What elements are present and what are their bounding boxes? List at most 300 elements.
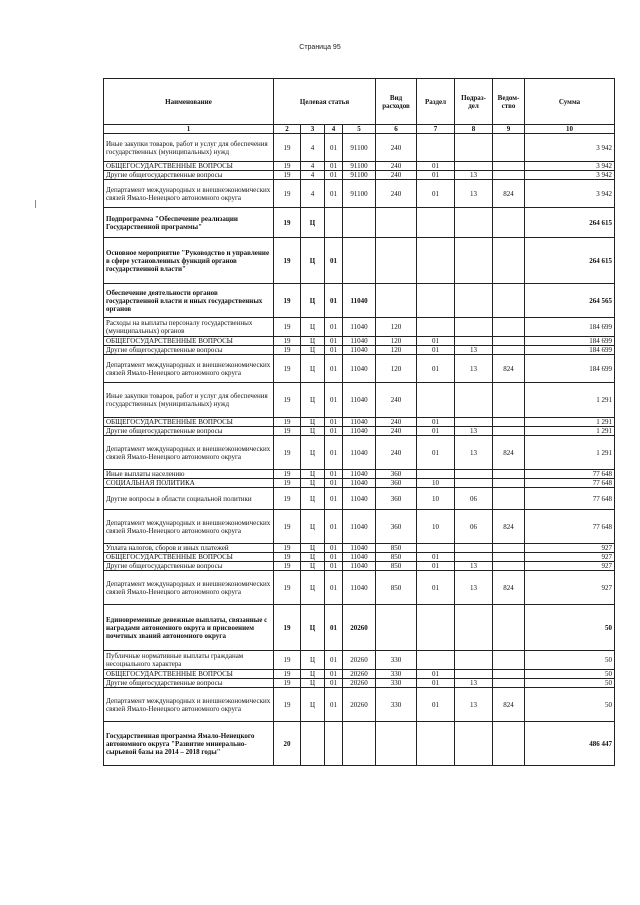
target-event-cell: 01 xyxy=(325,134,343,162)
target-event-cell: 01 xyxy=(325,571,343,605)
section-cell xyxy=(417,134,455,162)
department-cell xyxy=(493,238,525,284)
target-subprogram-cell: Ц xyxy=(301,238,325,284)
column-number: 2 xyxy=(274,125,301,134)
target-event-cell: 01 xyxy=(325,488,343,510)
expense-type-cell: 850 xyxy=(376,571,417,605)
section-cell: 01 xyxy=(417,180,455,208)
department-cell xyxy=(493,318,525,337)
department-cell xyxy=(493,470,525,479)
section-cell xyxy=(417,284,455,318)
section-cell: 01 xyxy=(417,162,455,171)
target-program-cell: 19 xyxy=(274,284,301,318)
expense-type-cell: 360 xyxy=(376,510,417,544)
subsection-cell xyxy=(455,284,493,318)
department-cell xyxy=(493,488,525,510)
department-cell xyxy=(493,651,525,670)
target-subprogram-cell: Ц xyxy=(301,679,325,688)
section-cell: 01 xyxy=(417,337,455,346)
target-event-cell: 01 xyxy=(325,470,343,479)
amount-cell: 264 615 xyxy=(525,238,615,284)
table-row xyxy=(104,553,615,562)
target-event-cell: 01 xyxy=(325,688,343,722)
subsection-cell: 13 xyxy=(455,346,493,355)
target-code-cell xyxy=(343,208,376,238)
target-event-cell: 01 xyxy=(325,479,343,488)
department-cell xyxy=(493,722,525,766)
department-cell xyxy=(493,605,525,651)
subsection-cell: 13 xyxy=(455,180,493,208)
subsection-cell xyxy=(455,383,493,418)
subsection-cell xyxy=(455,162,493,171)
row-name-cell: Иные закупки товаров, работ и услуг для обеспечения государственных (муниципальных) нужд xyxy=(104,383,274,418)
department-cell xyxy=(493,171,525,180)
expense-type-cell xyxy=(376,605,417,651)
row-name-cell: Подпрограмма "Обеспечение реализации Государственной программы" xyxy=(104,208,274,238)
row-name-cell: Обеспечение деятельности органов государственной власти и иных государственных органов xyxy=(104,284,274,318)
target-code-cell: 91100 xyxy=(343,162,376,171)
expense-type-cell: 850 xyxy=(376,544,417,553)
target-program-cell: 19 xyxy=(274,688,301,722)
expense-type-cell: 330 xyxy=(376,651,417,670)
row-name-cell: Государственная программа Ямало-Ненецкого автономного округа "Развитие минерально-сырьевой базы на 2014 – 2018 годы" xyxy=(104,722,274,766)
expense-type-cell: 120 xyxy=(376,318,417,337)
section-cell: 10 xyxy=(417,510,455,544)
target-subprogram-cell: Ц xyxy=(301,544,325,553)
department-cell xyxy=(493,162,525,171)
row-name-cell: Департамент международных и внешнеэкономических связей Ямало-Ненецкого автономного округа xyxy=(104,510,274,544)
target-event-cell: 01 xyxy=(325,510,343,544)
target-code-cell: 11040 xyxy=(343,479,376,488)
target-code-cell: 20260 xyxy=(343,605,376,651)
subsection-cell: 13 xyxy=(455,355,493,383)
row-name-cell: Иные выплаты населению xyxy=(104,470,274,479)
amount-cell: 1 291 xyxy=(525,436,615,470)
target-subprogram-cell: Ц xyxy=(301,355,325,383)
subsection-cell xyxy=(455,470,493,479)
target-code-cell: 11040 xyxy=(343,553,376,562)
expense-type-cell: 240 xyxy=(376,171,417,180)
section-cell xyxy=(417,208,455,238)
subsection-cell xyxy=(455,670,493,679)
row-name-cell: ОБЩЕГОСУДАРСТВЕННЫЕ ВОПРОСЫ xyxy=(104,337,274,346)
department-cell: 824 xyxy=(493,180,525,208)
amount-cell: 927 xyxy=(525,571,615,605)
section-cell: 01 xyxy=(417,427,455,436)
target-code-cell: 11040 xyxy=(343,355,376,383)
row-name-cell: ОБЩЕГОСУДАРСТВЕННЫЕ ВОПРОСЫ xyxy=(104,162,274,171)
amount-cell: 3 942 xyxy=(525,162,615,171)
section-cell: 01 xyxy=(417,688,455,722)
subsection-cell xyxy=(455,208,493,238)
target-subprogram-cell: Ц xyxy=(301,510,325,544)
subsection-cell: 06 xyxy=(455,510,493,544)
expense-type-cell: 240 xyxy=(376,180,417,208)
target-code-cell xyxy=(343,722,376,766)
department-cell: 824 xyxy=(493,688,525,722)
section-cell xyxy=(417,544,455,553)
target-program-cell: 19 xyxy=(274,544,301,553)
target-code-cell: 11040 xyxy=(343,510,376,544)
section-cell: 10 xyxy=(417,479,455,488)
column-number: 10 xyxy=(525,125,615,134)
target-code-cell: 11040 xyxy=(343,488,376,510)
target-subprogram-cell: Ц xyxy=(301,436,325,470)
subsection-cell xyxy=(455,318,493,337)
expense-type-cell xyxy=(376,238,417,284)
target-program-cell: 19 xyxy=(274,208,301,238)
section-cell: 01 xyxy=(417,553,455,562)
amount-cell: 927 xyxy=(525,562,615,571)
table-row xyxy=(104,171,615,180)
target-code-cell: 11040 xyxy=(343,383,376,418)
subsection-cell xyxy=(455,337,493,346)
target-code-cell: 11040 xyxy=(343,571,376,605)
target-program-cell: 19 xyxy=(274,427,301,436)
department-cell: 824 xyxy=(493,510,525,544)
target-code-cell: 91100 xyxy=(343,171,376,180)
target-event-cell xyxy=(325,208,343,238)
row-name-cell: Департамент международных и внешнеэкономических связей Ямало-Ненецкого автономного округа xyxy=(104,436,274,470)
expense-type-cell: 360 xyxy=(376,488,417,510)
target-subprogram-cell: Ц xyxy=(301,318,325,337)
column-number: 1 xyxy=(104,125,274,134)
target-event-cell: 01 xyxy=(325,651,343,670)
margin-mark xyxy=(35,200,36,208)
target-subprogram-cell: Ц xyxy=(301,562,325,571)
table-row xyxy=(104,470,615,479)
subsection-cell: 06 xyxy=(455,488,493,510)
header-vedomstvo: Ведом-ство xyxy=(493,79,525,125)
target-subprogram-cell: 4 xyxy=(301,134,325,162)
target-event-cell: 01 xyxy=(325,383,343,418)
table-row xyxy=(104,238,615,284)
department-cell xyxy=(493,553,525,562)
amount-cell: 927 xyxy=(525,544,615,553)
amount-cell: 1 291 xyxy=(525,418,615,427)
header-row xyxy=(104,79,615,125)
target-subprogram-cell: Ц xyxy=(301,346,325,355)
department-cell xyxy=(493,670,525,679)
expense-type-cell xyxy=(376,208,417,238)
table-row xyxy=(104,510,615,544)
row-name-cell: Публичные нормативные выплаты гражданам несоциального характера xyxy=(104,651,274,670)
row-name-cell: ОБЩЕГОСУДАРСТВЕННЫЕ ВОПРОСЫ xyxy=(104,553,274,562)
department-cell xyxy=(493,679,525,688)
target-subprogram-cell: Ц xyxy=(301,427,325,436)
amount-cell: 927 xyxy=(525,553,615,562)
target-program-cell: 19 xyxy=(274,562,301,571)
target-program-cell: 19 xyxy=(274,418,301,427)
page-number: Страница 95 xyxy=(299,44,341,51)
target-program-cell: 19 xyxy=(274,171,301,180)
section-cell: 01 xyxy=(417,171,455,180)
amount-cell: 50 xyxy=(525,688,615,722)
amount-cell: 77 648 xyxy=(525,479,615,488)
expense-type-cell: 240 xyxy=(376,162,417,171)
section-cell: 01 xyxy=(417,562,455,571)
table-row xyxy=(104,162,615,171)
amount-cell: 1 291 xyxy=(525,383,615,418)
target-event-cell: 01 xyxy=(325,238,343,284)
header-name: Наименование xyxy=(104,79,274,125)
target-code-cell: 11040 xyxy=(343,470,376,479)
row-name-cell: Департамент международных и внешнеэкономических связей Ямало-Ненецкого автономного округа xyxy=(104,180,274,208)
department-cell xyxy=(493,208,525,238)
table-row xyxy=(104,670,615,679)
target-subprogram-cell: 4 xyxy=(301,180,325,208)
section-cell: 01 xyxy=(417,679,455,688)
target-code-cell: 20260 xyxy=(343,679,376,688)
subsection-cell xyxy=(455,479,493,488)
column-number: 6 xyxy=(376,125,417,134)
table-row xyxy=(104,337,615,346)
expense-type-cell: 240 xyxy=(376,427,417,436)
target-event-cell: 01 xyxy=(325,171,343,180)
row-name-cell: ОБЩЕГОСУДАРСТВЕННЫЕ ВОПРОСЫ xyxy=(104,670,274,679)
table-row xyxy=(104,355,615,383)
section-cell: 01 xyxy=(417,346,455,355)
amount-cell: 486 447 xyxy=(525,722,615,766)
expense-type-cell: 850 xyxy=(376,562,417,571)
row-name-cell: СОЦИАЛЬНАЯ ПОЛИТИКА xyxy=(104,479,274,488)
target-subprogram-cell: Ц xyxy=(301,605,325,651)
header-razdel: Раздел xyxy=(417,79,455,125)
target-subprogram-cell: Ц xyxy=(301,688,325,722)
target-code-cell: 11040 xyxy=(343,346,376,355)
table-row xyxy=(104,346,615,355)
subsection-cell: 13 xyxy=(455,171,493,180)
amount-cell: 184 699 xyxy=(525,346,615,355)
department-cell xyxy=(493,346,525,355)
target-program-cell: 19 xyxy=(274,510,301,544)
header-summa: Сумма xyxy=(525,79,615,125)
expense-type-cell: 850 xyxy=(376,553,417,562)
target-program-cell: 19 xyxy=(274,479,301,488)
subsection-cell: 13 xyxy=(455,562,493,571)
table-row xyxy=(104,679,615,688)
target-subprogram-cell: Ц xyxy=(301,670,325,679)
row-name-cell: Иные закупки товаров, работ и услуг для обеспечения государственных (муниципальных) нужд xyxy=(104,134,274,162)
target-subprogram-cell: Ц xyxy=(301,479,325,488)
expense-type-cell: 360 xyxy=(376,470,417,479)
table-row xyxy=(104,488,615,510)
row-name-cell: Департамент международных и внешнеэкономических связей Ямало-Ненецкого автономного округа xyxy=(104,688,274,722)
subsection-cell: 13 xyxy=(455,688,493,722)
target-code-cell: 11040 xyxy=(343,284,376,318)
table-row xyxy=(104,688,615,722)
table-row xyxy=(104,479,615,488)
subsection-cell: 13 xyxy=(455,679,493,688)
header-target: Целевая статья xyxy=(274,79,376,125)
amount-cell: 264 615 xyxy=(525,208,615,238)
target-program-cell: 19 xyxy=(274,488,301,510)
department-cell xyxy=(493,284,525,318)
expense-type-cell: 240 xyxy=(376,383,417,418)
target-program-cell: 19 xyxy=(274,670,301,679)
section-cell xyxy=(417,722,455,766)
target-code-cell: 11040 xyxy=(343,418,376,427)
section-cell xyxy=(417,651,455,670)
subsection-cell xyxy=(455,544,493,553)
target-program-cell: 19 xyxy=(274,346,301,355)
amount-cell: 50 xyxy=(525,605,615,651)
column-number: 9 xyxy=(493,125,525,134)
subsection-cell xyxy=(455,134,493,162)
target-subprogram-cell: Ц xyxy=(301,470,325,479)
target-subprogram-cell: Ц xyxy=(301,571,325,605)
target-program-cell: 19 xyxy=(274,134,301,162)
row-name-cell: Основное мероприятие "Руководство и управление в сфере установленных функций органов государственной власти" xyxy=(104,238,274,284)
department-cell xyxy=(493,562,525,571)
department-cell xyxy=(493,479,525,488)
section-cell: 01 xyxy=(417,418,455,427)
target-program-cell: 19 xyxy=(274,553,301,562)
target-program-cell: 20 xyxy=(274,722,301,766)
target-code-cell: 91100 xyxy=(343,134,376,162)
table-row xyxy=(104,722,615,766)
target-code-cell: 11040 xyxy=(343,427,376,436)
expense-type-cell: 330 xyxy=(376,670,417,679)
target-event-cell: 01 xyxy=(325,562,343,571)
row-name-cell: Департамент международных и внешнеэкономических связей Ямало-Ненецкого автономного округа xyxy=(104,571,274,605)
table-row xyxy=(104,436,615,470)
target-code-cell: 11040 xyxy=(343,436,376,470)
target-subprogram-cell: 4 xyxy=(301,162,325,171)
target-subprogram-cell: Ц xyxy=(301,553,325,562)
target-program-cell: 19 xyxy=(274,337,301,346)
subsection-cell xyxy=(455,722,493,766)
target-code-cell: 91100 xyxy=(343,180,376,208)
target-subprogram-cell: Ц xyxy=(301,337,325,346)
amount-cell: 77 648 xyxy=(525,488,615,510)
column-number: 3 xyxy=(301,125,325,134)
target-program-cell: 19 xyxy=(274,679,301,688)
table-row xyxy=(104,427,615,436)
table-row xyxy=(104,605,615,651)
section-cell xyxy=(417,470,455,479)
expense-type-cell: 120 xyxy=(376,355,417,383)
target-event-cell: 01 xyxy=(325,679,343,688)
department-cell xyxy=(493,337,525,346)
target-subprogram-cell: Ц xyxy=(301,208,325,238)
amount-cell: 50 xyxy=(525,651,615,670)
row-name-cell: ОБЩЕГОСУДАРСТВЕННЫЕ ВОПРОСЫ xyxy=(104,418,274,427)
target-event-cell: 01 xyxy=(325,418,343,427)
row-name-cell: Другие общегосударственные вопросы xyxy=(104,346,274,355)
amount-cell: 264 565 xyxy=(525,284,615,318)
column-number: 5 xyxy=(343,125,376,134)
row-name-cell: Уплата налогов, сборов и иных платежей xyxy=(104,544,274,553)
amount-cell: 1 291 xyxy=(525,427,615,436)
target-event-cell: 01 xyxy=(325,180,343,208)
target-event-cell: 01 xyxy=(325,318,343,337)
department-cell xyxy=(493,383,525,418)
expense-type-cell xyxy=(376,284,417,318)
amount-cell: 77 648 xyxy=(525,510,615,544)
target-event-cell: 01 xyxy=(325,605,343,651)
section-cell xyxy=(417,238,455,284)
section-cell: 01 xyxy=(417,670,455,679)
row-name-cell: Единовременные денежные выплаты, связанные с наградами автономного округа и присвоением почетных званий автономного округа xyxy=(104,605,274,651)
row-name-cell: Другие общегосударственные вопросы xyxy=(104,562,274,571)
target-program-cell: 19 xyxy=(274,355,301,383)
row-name-cell: Департамент международных и внешнеэкономических связей Ямало-Ненецкого автономного округа xyxy=(104,355,274,383)
target-subprogram-cell: Ц xyxy=(301,418,325,427)
target-code-cell: 20260 xyxy=(343,670,376,679)
header-podrazdel: Подраз-дел xyxy=(455,79,493,125)
target-event-cell: 01 xyxy=(325,355,343,383)
target-subprogram-cell: 4 xyxy=(301,171,325,180)
subsection-cell xyxy=(455,651,493,670)
target-event-cell xyxy=(325,722,343,766)
subsection-cell xyxy=(455,238,493,284)
target-subprogram-cell xyxy=(301,722,325,766)
expense-type-cell: 330 xyxy=(376,679,417,688)
target-event-cell: 01 xyxy=(325,162,343,171)
target-program-cell: 19 xyxy=(274,436,301,470)
subsection-cell: 13 xyxy=(455,427,493,436)
target-program-cell: 19 xyxy=(274,180,301,208)
target-program-cell: 19 xyxy=(274,162,301,171)
row-name-cell: Другие общегосударственные вопросы xyxy=(104,679,274,688)
target-program-cell: 19 xyxy=(274,318,301,337)
table-row xyxy=(104,571,615,605)
target-program-cell: 19 xyxy=(274,571,301,605)
amount-cell: 184 699 xyxy=(525,355,615,383)
amount-cell: 3 942 xyxy=(525,134,615,162)
column-number: 4 xyxy=(325,125,343,134)
target-subprogram-cell: Ц xyxy=(301,284,325,318)
target-subprogram-cell: Ц xyxy=(301,488,325,510)
table-row xyxy=(104,544,615,553)
target-subprogram-cell: Ц xyxy=(301,651,325,670)
subsection-cell: 13 xyxy=(455,436,493,470)
amount-cell: 184 699 xyxy=(525,318,615,337)
department-cell xyxy=(493,134,525,162)
expense-type-cell: 120 xyxy=(376,346,417,355)
column-number: 8 xyxy=(455,125,493,134)
department-cell: 824 xyxy=(493,355,525,383)
row-name-cell: Другие общегосударственные вопросы xyxy=(104,171,274,180)
expense-type-cell xyxy=(376,722,417,766)
target-event-cell: 01 xyxy=(325,436,343,470)
department-cell: 824 xyxy=(493,571,525,605)
table-row xyxy=(104,284,615,318)
target-subprogram-cell: Ц xyxy=(301,383,325,418)
target-event-cell: 01 xyxy=(325,670,343,679)
amount-cell: 50 xyxy=(525,670,615,679)
target-code-cell: 11040 xyxy=(343,562,376,571)
row-name-cell: Другие общегосударственные вопросы xyxy=(104,427,274,436)
target-code-cell: 11040 xyxy=(343,337,376,346)
budget-table xyxy=(103,78,615,766)
department-cell xyxy=(493,544,525,553)
row-name-cell: Другие вопросы в области социальной политики xyxy=(104,488,274,510)
section-cell xyxy=(417,318,455,337)
target-code-cell xyxy=(343,238,376,284)
target-event-cell: 01 xyxy=(325,553,343,562)
subsection-cell xyxy=(455,418,493,427)
target-code-cell: 20260 xyxy=(343,688,376,722)
section-cell xyxy=(417,605,455,651)
subsection-cell xyxy=(455,605,493,651)
table-row xyxy=(104,180,615,208)
target-code-cell: 11040 xyxy=(343,544,376,553)
header-vid: Вид расходов xyxy=(376,79,417,125)
amount-cell: 184 699 xyxy=(525,337,615,346)
amount-cell: 77 648 xyxy=(525,470,615,479)
